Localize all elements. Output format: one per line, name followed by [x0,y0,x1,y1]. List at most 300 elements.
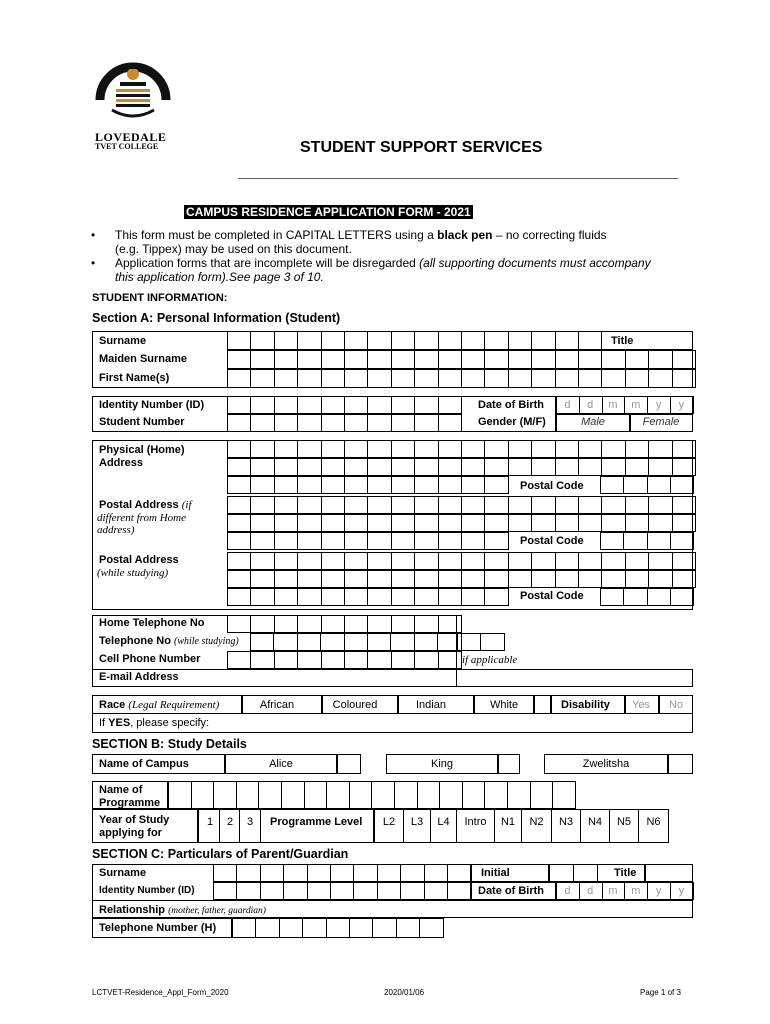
campus-alice-check[interactable] [337,754,361,774]
programme-char-cell[interactable] [349,781,373,809]
postal-study-char-cell[interactable] [648,552,672,570]
address-char-cell[interactable] [391,440,415,458]
address-char-cell[interactable] [321,458,345,476]
address-char-cell[interactable] [367,458,391,476]
first-name-char-cell[interactable] [508,369,532,388]
postal-address-char-cell[interactable] [297,514,321,532]
student-number-char-cell[interactable] [227,414,251,432]
postal-study-char-cell[interactable] [461,552,485,570]
postal-study-char-cell[interactable] [321,570,345,588]
postal-study-char-cell[interactable] [555,570,579,588]
postal-study-char-cell[interactable] [531,570,555,588]
postal-study-char-cell[interactable] [297,588,321,606]
programme-char-cell[interactable] [236,781,260,809]
postal-code-char-cell[interactable] [670,476,694,494]
postal-study-char-cell[interactable] [555,552,579,570]
programme-char-cell[interactable] [507,781,531,809]
programme-char-cell[interactable] [552,781,576,809]
postal-address-char-cell[interactable] [227,496,251,514]
postal-address-char-cell[interactable] [648,496,672,514]
maiden-char-cell[interactable] [321,350,345,369]
address-char-cell[interactable] [578,440,602,458]
programme-level-option[interactable]: L2 [374,809,404,843]
parent-id-char-cell[interactable] [260,882,284,900]
first-name-char-cell[interactable] [367,369,391,388]
address-char-cell[interactable] [414,476,438,494]
postal-address-char-cell[interactable] [578,514,602,532]
programme-level-option[interactable]: L3 [403,809,431,843]
postal-address-char-cell[interactable] [601,514,625,532]
surname-char-cell[interactable] [531,331,555,350]
first-name-char-cell[interactable] [438,369,462,388]
postal-study-char-cell[interactable] [508,570,532,588]
postal-address-char-cell[interactable] [367,514,391,532]
maiden-char-cell[interactable] [414,350,438,369]
id-char-cell[interactable] [391,396,415,414]
first-name-char-cell[interactable] [391,369,415,388]
parent-surname-char-cell[interactable] [260,864,284,882]
campus-king[interactable]: King [430,758,454,770]
tel-study-char-cell[interactable] [480,633,504,651]
address-char-cell[interactable] [578,458,602,476]
postal-address-char-cell[interactable] [508,514,532,532]
first-name-char-cell[interactable] [484,369,508,388]
postal-address-char-cell[interactable] [625,496,649,514]
parent-id-char-cell[interactable] [424,882,448,900]
tel-study-char-cell[interactable] [390,633,414,651]
postal-code-char-cell[interactable] [600,532,624,550]
address-char-cell[interactable] [344,440,368,458]
address-char-cell[interactable] [438,440,462,458]
postal-study-char-cell[interactable] [391,570,415,588]
parent-tel-char-cell[interactable] [302,918,326,938]
address-char-cell[interactable] [601,458,625,476]
parent-id-char-cell[interactable] [400,882,424,900]
address-char-cell[interactable] [297,476,321,494]
home-tel-char-cell[interactable] [250,615,274,633]
address-char-cell[interactable] [344,458,368,476]
address-char-cell[interactable] [250,440,274,458]
postal-code-char-cell[interactable] [623,532,647,550]
maiden-char-cell[interactable] [274,350,298,369]
programme-char-cell[interactable] [462,781,486,809]
parent-tel-char-cell[interactable] [255,918,279,938]
surname-char-cell[interactable] [297,331,321,350]
address-char-cell[interactable] [391,476,415,494]
postal-address-char-cell[interactable] [321,532,345,550]
postal-code-char-cell[interactable] [670,532,694,550]
postal-address-char-cell[interactable] [484,532,508,550]
maiden-char-cell[interactable] [625,350,649,369]
parent-id-char-cell[interactable] [236,882,260,900]
surname-char-cell[interactable] [250,331,274,350]
parent-id-char-cell[interactable] [307,882,331,900]
postal-address-char-cell[interactable] [391,514,415,532]
address-char-cell[interactable] [227,440,251,458]
postal-study-char-cell[interactable] [297,570,321,588]
programme-level-option[interactable]: Intro [456,809,495,843]
postal-study-char-cell[interactable] [297,552,321,570]
first-name-char-cell[interactable] [297,369,321,388]
address-char-cell[interactable] [274,458,298,476]
disability-no[interactable]: No [668,699,684,711]
parent-id-char-cell[interactable] [353,882,377,900]
postal-address-char-cell[interactable] [601,496,625,514]
surname-char-cell[interactable] [367,331,391,350]
postal-address-char-cell[interactable] [461,514,485,532]
maiden-char-cell[interactable] [508,350,532,369]
maiden-char-cell[interactable] [297,350,321,369]
maiden-char-cell[interactable] [555,350,579,369]
postal-address-char-cell[interactable] [391,532,415,550]
postal-study-char-cell[interactable] [227,570,251,588]
tel-study-char-cell[interactable] [320,633,344,651]
postal-study-char-cell[interactable] [414,570,438,588]
cell-char-cell[interactable] [250,651,274,669]
first-name-char-cell[interactable] [555,369,579,388]
postal-address-char-cell[interactable] [672,514,696,532]
cell-char-cell[interactable] [438,651,462,669]
parent-id-char-cell[interactable] [330,882,354,900]
address-char-cell[interactable] [461,440,485,458]
parent-tel-char-cell[interactable] [326,918,350,938]
address-char-cell[interactable] [625,458,649,476]
address-char-cell[interactable] [625,440,649,458]
email-field[interactable] [92,669,693,687]
cell-char-cell[interactable] [297,651,321,669]
postal-study-char-cell[interactable] [344,552,368,570]
race-african[interactable]: African [259,699,295,711]
first-name-char-cell[interactable] [461,369,485,388]
postal-code-char-cell[interactable] [647,588,671,606]
cell-char-cell[interactable] [367,651,391,669]
address-char-cell[interactable] [601,440,625,458]
first-name-char-cell[interactable] [578,369,602,388]
postal-study-char-cell[interactable] [601,552,625,570]
maiden-char-cell[interactable] [578,350,602,369]
id-char-cell[interactable] [250,396,274,414]
address-char-cell[interactable] [555,440,579,458]
programme-char-cell[interactable] [439,781,463,809]
parent-tel-char-cell[interactable] [279,918,303,938]
maiden-char-cell[interactable] [391,350,415,369]
postal-address-char-cell[interactable] [344,514,368,532]
race-coloured[interactable]: Coloured [332,699,378,711]
postal-code-char-cell[interactable] [600,588,624,606]
student-number-char-cell[interactable] [274,414,298,432]
postal-code-char-cell[interactable] [600,476,624,494]
postal-address-char-cell[interactable] [555,514,579,532]
parent-surname-char-cell[interactable] [236,864,260,882]
maiden-char-cell[interactable] [601,350,625,369]
postal-address-char-cell[interactable] [297,496,321,514]
postal-code-char-cell[interactable] [623,588,647,606]
cell-char-cell[interactable] [321,651,345,669]
id-char-cell[interactable] [367,396,391,414]
postal-address-char-cell[interactable] [367,532,391,550]
postal-study-char-cell[interactable] [274,588,298,606]
address-char-cell[interactable] [672,458,696,476]
home-tel-char-cell[interactable] [438,615,462,633]
maiden-char-cell[interactable] [367,350,391,369]
first-name-char-cell[interactable] [672,369,696,388]
postal-address-char-cell[interactable] [321,514,345,532]
address-char-cell[interactable] [531,440,555,458]
programme-char-cell[interactable] [484,781,508,809]
maiden-char-cell[interactable] [461,350,485,369]
address-char-cell[interactable] [438,476,462,494]
programme-char-cell[interactable] [304,781,328,809]
campus-zwelitsha-check[interactable] [668,754,693,774]
tel-study-char-cell[interactable] [250,633,274,651]
first-name-char-cell[interactable] [648,369,672,388]
parent-id-char-cell[interactable] [213,882,237,900]
postal-study-char-cell[interactable] [321,552,345,570]
programme-level-option[interactable]: N2 [521,809,552,843]
student-number-char-cell[interactable] [297,414,321,432]
postal-study-char-cell[interactable] [508,552,532,570]
surname-char-cell[interactable] [414,331,438,350]
postal-study-char-cell[interactable] [344,570,368,588]
programme-level-option[interactable]: N1 [494,809,522,843]
address-char-cell[interactable] [484,476,508,494]
parent-initial-char-cell[interactable] [549,864,574,882]
parent-id-char-cell[interactable] [283,882,307,900]
cell-char-cell[interactable] [391,651,415,669]
postal-address-char-cell[interactable] [531,514,555,532]
student-number-char-cell[interactable] [344,414,368,432]
address-char-cell[interactable] [648,440,672,458]
postal-study-char-cell[interactable] [391,588,415,606]
first-name-char-cell[interactable] [274,369,298,388]
address-char-cell[interactable] [438,458,462,476]
postal-address-char-cell[interactable] [531,496,555,514]
gender-male[interactable]: Male [581,416,605,428]
maiden-char-cell[interactable] [672,350,696,369]
programme-level-option[interactable]: N6 [638,809,669,843]
programme-char-cell[interactable] [417,781,441,809]
programme-level-option[interactable]: N5 [609,809,639,843]
postal-address-char-cell[interactable] [250,496,274,514]
postal-address-char-cell[interactable] [414,514,438,532]
address-char-cell[interactable] [461,458,485,476]
address-char-cell[interactable] [367,476,391,494]
maiden-char-cell[interactable] [250,350,274,369]
student-number-char-cell[interactable] [250,414,274,432]
address-char-cell[interactable] [274,476,298,494]
programme-char-cell[interactable] [213,781,237,809]
student-number-char-cell[interactable] [367,414,391,432]
parent-surname-char-cell[interactable] [424,864,448,882]
programme-char-cell[interactable] [530,781,554,809]
postal-study-char-cell[interactable] [438,552,462,570]
race-white[interactable]: White [489,699,519,711]
postal-study-char-cell[interactable] [414,588,438,606]
tel-study-char-cell[interactable] [414,633,438,651]
parent-tel-char-cell[interactable] [372,918,396,938]
postal-study-char-cell[interactable] [484,570,508,588]
address-char-cell[interactable] [391,458,415,476]
programme-level-option[interactable]: L4 [430,809,457,843]
postal-address-char-cell[interactable] [321,496,345,514]
surname-char-cell[interactable] [274,331,298,350]
postal-address-char-cell[interactable] [508,496,532,514]
postal-address-char-cell[interactable] [414,532,438,550]
parent-surname-char-cell[interactable] [447,864,471,882]
tel-study-char-cell[interactable] [344,633,368,651]
postal-address-char-cell[interactable] [484,496,508,514]
parent-title-field[interactable] [645,864,693,882]
surname-char-cell[interactable] [555,331,579,350]
parent-surname-char-cell[interactable] [353,864,377,882]
postal-study-char-cell[interactable] [250,552,274,570]
postal-study-char-cell[interactable] [438,570,462,588]
address-char-cell[interactable] [250,458,274,476]
student-number-char-cell[interactable] [414,414,438,432]
year-1[interactable]: 1 [206,816,214,828]
maiden-char-cell[interactable] [648,350,672,369]
parent-surname-char-cell[interactable] [283,864,307,882]
postal-study-char-cell[interactable] [531,552,555,570]
programme-char-cell[interactable] [394,781,418,809]
student-number-char-cell[interactable] [438,414,462,432]
postal-address-char-cell[interactable] [274,496,298,514]
postal-study-char-cell[interactable] [601,570,625,588]
postal-study-char-cell[interactable] [438,588,462,606]
programme-char-cell[interactable] [258,781,282,809]
home-tel-char-cell[interactable] [274,615,298,633]
id-char-cell[interactable] [297,396,321,414]
parent-tel-char-cell[interactable] [396,918,420,938]
postal-address-char-cell[interactable] [438,514,462,532]
postal-code-char-cell[interactable] [647,532,671,550]
postal-study-char-cell[interactable] [250,588,274,606]
id-char-cell[interactable] [321,396,345,414]
address-char-cell[interactable] [227,458,251,476]
postal-study-char-cell[interactable] [367,570,391,588]
parent-surname-char-cell[interactable] [213,864,237,882]
home-tel-char-cell[interactable] [391,615,415,633]
postal-address-char-cell[interactable] [648,514,672,532]
cell-char-cell[interactable] [414,651,438,669]
cell-char-cell[interactable] [344,651,368,669]
campus-king-check[interactable] [498,754,520,774]
postal-study-char-cell[interactable] [672,552,696,570]
postal-address-char-cell[interactable] [438,496,462,514]
postal-study-char-cell[interactable] [625,570,649,588]
postal-address-char-cell[interactable] [274,532,298,550]
postal-study-char-cell[interactable] [274,552,298,570]
home-tel-char-cell[interactable] [321,615,345,633]
tel-study-char-cell[interactable] [457,633,481,651]
postal-study-char-cell[interactable] [344,588,368,606]
address-char-cell[interactable] [227,476,251,494]
postal-address-char-cell[interactable] [391,496,415,514]
postal-study-char-cell[interactable] [227,552,251,570]
year-2[interactable]: 2 [226,816,234,828]
postal-address-char-cell[interactable] [250,514,274,532]
postal-address-char-cell[interactable] [274,514,298,532]
postal-address-char-cell[interactable] [297,532,321,550]
programme-char-cell[interactable] [281,781,305,809]
address-char-cell[interactable] [297,440,321,458]
programme-char-cell[interactable] [191,781,215,809]
address-char-cell[interactable] [367,440,391,458]
postal-study-char-cell[interactable] [367,552,391,570]
postal-study-char-cell[interactable] [391,552,415,570]
first-name-char-cell[interactable] [250,369,274,388]
home-tel-char-cell[interactable] [414,615,438,633]
address-char-cell[interactable] [484,440,508,458]
student-number-char-cell[interactable] [391,414,415,432]
tel-study-char-cell[interactable] [367,633,391,651]
cell-char-cell[interactable] [227,651,251,669]
parent-tel-char-cell[interactable] [419,918,443,938]
first-name-char-cell[interactable] [625,369,649,388]
parent-id-char-cell[interactable] [377,882,401,900]
parent-surname-char-cell[interactable] [377,864,401,882]
address-char-cell[interactable] [274,440,298,458]
postal-code-char-cell[interactable] [670,588,694,606]
id-char-cell[interactable] [414,396,438,414]
gender-female[interactable]: Female [642,416,680,428]
postal-address-char-cell[interactable] [484,514,508,532]
address-char-cell[interactable] [531,458,555,476]
address-char-cell[interactable] [297,458,321,476]
maiden-char-cell[interactable] [438,350,462,369]
first-name-char-cell[interactable] [321,369,345,388]
postal-address-char-cell[interactable] [672,496,696,514]
postal-code-char-cell[interactable] [623,476,647,494]
postal-study-char-cell[interactable] [484,588,508,606]
postal-study-char-cell[interactable] [461,588,485,606]
surname-char-cell[interactable] [344,331,368,350]
surname-char-cell[interactable] [508,331,532,350]
surname-char-cell[interactable] [461,331,485,350]
postal-study-char-cell[interactable] [625,552,649,570]
surname-char-cell[interactable] [227,331,251,350]
programme-level-option[interactable]: N3 [551,809,581,843]
race-indian[interactable]: Indian [416,699,446,711]
id-char-cell[interactable] [274,396,298,414]
parent-surname-char-cell[interactable] [400,864,424,882]
address-char-cell[interactable] [484,458,508,476]
address-char-cell[interactable] [414,440,438,458]
postal-address-char-cell[interactable] [625,514,649,532]
postal-address-char-cell[interactable] [344,496,368,514]
programme-level-option[interactable]: N4 [580,809,610,843]
postal-address-char-cell[interactable] [227,532,251,550]
postal-study-char-cell[interactable] [672,570,696,588]
postal-address-char-cell[interactable] [367,496,391,514]
parent-surname-char-cell[interactable] [330,864,354,882]
address-char-cell[interactable] [321,476,345,494]
parent-tel-char-cell[interactable] [232,918,256,938]
campus-zwelitsha[interactable]: Zwelitsha [582,758,630,770]
postal-address-char-cell[interactable] [250,532,274,550]
address-char-cell[interactable] [508,458,532,476]
address-char-cell[interactable] [461,476,485,494]
postal-study-char-cell[interactable] [367,588,391,606]
postal-study-char-cell[interactable] [414,552,438,570]
address-char-cell[interactable] [344,476,368,494]
first-name-char-cell[interactable] [601,369,625,388]
postal-study-char-cell[interactable] [461,570,485,588]
first-name-char-cell[interactable] [344,369,368,388]
first-name-char-cell[interactable] [227,369,251,388]
tel-study-char-cell[interactable] [297,633,321,651]
postal-address-char-cell[interactable] [227,514,251,532]
